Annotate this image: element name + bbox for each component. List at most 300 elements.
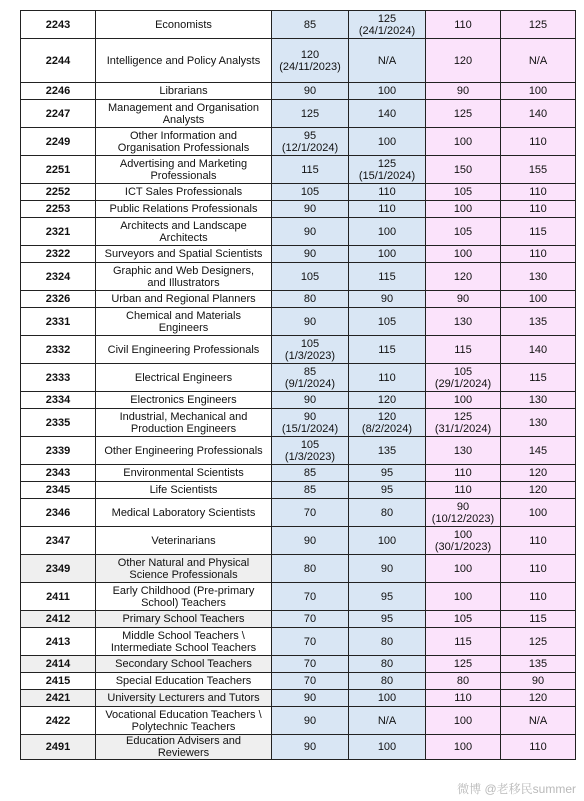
occupation-cell xyxy=(96,482,272,499)
table-body xyxy=(21,11,576,760)
score-col-1-cell xyxy=(272,690,349,707)
score-col-2-cell-line: 105 xyxy=(377,315,397,328)
score-col-4-cell-line: 125 xyxy=(528,18,548,31)
code-cell: 2411 xyxy=(21,583,96,611)
score-col-1-cell xyxy=(272,218,349,246)
score-col-3-cell xyxy=(426,555,501,583)
score-col-1-cell-line: 90 xyxy=(303,534,317,547)
score-col-2-cell xyxy=(349,628,426,656)
score-col-2-cell xyxy=(349,263,426,291)
score-col-3-cell-line: (29/1/2024) xyxy=(434,377,492,390)
score-col-1-cell-line: 80 xyxy=(303,293,317,305)
score-col-3-cell-line: 100 xyxy=(453,203,473,215)
score-col-4-cell-line: 115 xyxy=(529,613,547,625)
score-col-2-cell xyxy=(349,184,426,201)
score-col-2-cell-line: N/A xyxy=(377,54,397,67)
score-col-1-cell xyxy=(272,291,349,308)
occupation-cell-line: Electrical Engineers xyxy=(134,371,233,384)
score-col-1-cell-line: 90 xyxy=(303,394,317,406)
occupation-cell-line: Professionals xyxy=(150,169,217,182)
score-col-4-cell xyxy=(501,83,576,100)
score-col-1-cell xyxy=(272,128,349,156)
occupation-cell-line: Education Advisers and xyxy=(126,735,241,747)
code-cell: 2345 xyxy=(21,482,96,499)
occupation-cell xyxy=(96,499,272,527)
occupation-cell-line: School) Teachers xyxy=(141,596,226,609)
code-cell: 2491 xyxy=(21,735,96,760)
score-col-2-cell xyxy=(349,465,426,482)
score-col-4-cell xyxy=(501,308,576,336)
code-cell: 2326 xyxy=(21,291,96,308)
score-col-3-cell xyxy=(426,673,501,690)
table-row xyxy=(21,246,576,263)
score-col-4-cell-line: 155 xyxy=(528,163,548,176)
score-col-2-cell-line: 110 xyxy=(378,186,396,198)
score-col-4-cell-line: N/A xyxy=(528,54,548,67)
table-row xyxy=(21,690,576,707)
occupation-cell-line: Chemical and Materials xyxy=(126,309,241,322)
score-col-3-cell-line: 150 xyxy=(453,163,473,176)
score-col-4-cell xyxy=(501,291,576,308)
table-row xyxy=(21,482,576,499)
score-col-1-cell-line: 90 xyxy=(303,692,317,704)
occupation-cell xyxy=(96,184,272,201)
code-cell: 2334 xyxy=(21,392,96,409)
code-cell: 2249 xyxy=(21,128,96,156)
table-row xyxy=(21,218,576,246)
code-cell: 2244 xyxy=(21,39,96,83)
score-col-2-cell xyxy=(349,437,426,465)
score-col-3-cell xyxy=(426,308,501,336)
score-col-4-cell-line: 130 xyxy=(528,270,548,283)
score-col-4-cell xyxy=(501,611,576,628)
score-col-1-cell-line: 90 xyxy=(303,225,317,238)
code-cell: 2343 xyxy=(21,465,96,482)
occupation-cell xyxy=(96,263,272,291)
occupation-cell xyxy=(96,611,272,628)
score-col-3-cell-line: 130 xyxy=(453,315,473,328)
score-col-4-cell xyxy=(501,201,576,218)
score-col-1-cell-line: 85 xyxy=(303,18,317,31)
code-cell: 2324 xyxy=(21,263,96,291)
score-col-1-cell-line: 90 xyxy=(303,315,317,328)
score-col-1-cell-line: 120 xyxy=(300,48,320,61)
score-col-4-cell-line: 135 xyxy=(528,658,548,670)
occupation-cell-line: Economists xyxy=(155,18,212,31)
code-cell: 2243 xyxy=(21,11,96,39)
occupation-cell xyxy=(96,527,272,555)
score-col-2-cell xyxy=(349,308,426,336)
score-col-3-cell xyxy=(426,39,501,83)
score-col-3-cell-line: 90 xyxy=(456,293,470,305)
score-col-3-cell xyxy=(426,409,501,437)
occupation-cell xyxy=(96,656,272,673)
score-col-2-cell xyxy=(349,218,426,246)
score-col-4-cell xyxy=(501,392,576,409)
score-col-4-cell xyxy=(501,656,576,673)
code-cell: 2415 xyxy=(21,673,96,690)
score-col-3-cell xyxy=(426,611,501,628)
score-col-3-cell xyxy=(426,83,501,100)
score-col-3-cell-line: 130 xyxy=(453,444,473,457)
score-col-3-cell xyxy=(426,364,501,392)
score-col-4-cell-line: 120 xyxy=(528,484,548,496)
score-col-1-cell-line: 115 xyxy=(301,163,319,176)
code-cell: 2347 xyxy=(21,527,96,555)
score-col-2-cell-line: 115 xyxy=(378,343,396,356)
score-col-2-cell-line: 95 xyxy=(380,590,394,603)
score-col-1-cell xyxy=(272,499,349,527)
code-cell: 2421 xyxy=(21,690,96,707)
score-col-3-cell xyxy=(426,128,501,156)
score-col-4-cell-line: 110 xyxy=(529,203,547,215)
score-col-3-cell xyxy=(426,628,501,656)
score-col-3-cell xyxy=(426,184,501,201)
code-cell: 2332 xyxy=(21,336,96,364)
code-cell: 2331 xyxy=(21,308,96,336)
score-col-3-cell xyxy=(426,218,501,246)
score-col-4-cell-line: 110 xyxy=(529,186,547,198)
score-col-1-cell xyxy=(272,39,349,83)
score-col-2-cell xyxy=(349,246,426,263)
table-row xyxy=(21,707,576,735)
score-col-2-cell-line: 80 xyxy=(380,635,394,648)
table-row xyxy=(21,499,576,527)
table-row xyxy=(21,555,576,583)
score-col-3-cell-line: 100 xyxy=(453,394,473,406)
score-col-4-cell xyxy=(501,409,576,437)
score-col-4-cell xyxy=(501,156,576,184)
score-col-1-cell-line: 70 xyxy=(303,590,317,603)
score-col-4-cell xyxy=(501,707,576,735)
score-col-2-cell xyxy=(349,39,426,83)
score-col-3-cell xyxy=(426,482,501,499)
code-cell: 2346 xyxy=(21,499,96,527)
score-col-3-cell-line: 120 xyxy=(453,270,473,283)
occupation-cell-line: Polytechnic Teachers xyxy=(131,720,236,733)
occupation-cell xyxy=(96,673,272,690)
occupation-cell xyxy=(96,437,272,465)
score-col-4-cell-line: 110 xyxy=(529,135,547,148)
score-col-2-cell xyxy=(349,656,426,673)
table-row xyxy=(21,437,576,465)
score-col-1-cell xyxy=(272,437,349,465)
score-col-2-cell xyxy=(349,201,426,218)
score-col-3-cell xyxy=(426,11,501,39)
occupation-cell-line: Middle School Teachers \ xyxy=(122,629,245,642)
occupation-cell-line: Analysts xyxy=(162,113,205,126)
score-col-3-cell-line: 100 xyxy=(453,562,473,575)
occupation-cell xyxy=(96,39,272,83)
score-col-1-cell xyxy=(272,656,349,673)
code-cell: 2412 xyxy=(21,611,96,628)
score-col-3-cell xyxy=(426,246,501,263)
score-col-3-cell xyxy=(426,583,501,611)
score-col-1-cell-line: 95 xyxy=(303,129,317,142)
score-col-1-cell-line: (9/1/2024) xyxy=(284,377,336,390)
occupation-cell-line: Early Childhood (Pre-primary xyxy=(112,584,255,597)
score-col-2-cell-line: 135 xyxy=(377,444,397,457)
score-col-1-cell-line: 105 xyxy=(300,270,320,283)
score-col-1-cell-line: (1/3/2023) xyxy=(284,349,336,362)
score-col-4-cell-line: 110 xyxy=(529,590,547,603)
score-col-1-cell-line: 105 xyxy=(300,186,320,198)
score-col-1-cell-line: 70 xyxy=(303,675,317,687)
score-col-3-cell-line: 90 xyxy=(456,500,470,513)
score-col-3-cell-line: 110 xyxy=(454,484,472,496)
score-col-1-cell xyxy=(272,735,349,760)
code-cell: 2335 xyxy=(21,409,96,437)
table-row xyxy=(21,735,576,760)
score-col-4-cell-line: 125 xyxy=(528,635,548,648)
code-cell: 2247 xyxy=(21,100,96,128)
score-col-2-cell xyxy=(349,291,426,308)
score-col-2-cell-line: 100 xyxy=(377,135,397,148)
table-row xyxy=(21,611,576,628)
score-col-4-cell xyxy=(501,218,576,246)
score-col-2-cell-line: 125 xyxy=(377,157,397,170)
occupation-cell xyxy=(96,707,272,735)
score-col-2-cell-line: 140 xyxy=(377,107,397,120)
score-col-1-cell xyxy=(272,611,349,628)
table-row xyxy=(21,628,576,656)
table-row xyxy=(21,100,576,128)
score-col-4-cell xyxy=(501,39,576,83)
score-col-2-cell xyxy=(349,128,426,156)
score-col-1-cell xyxy=(272,83,349,100)
score-col-2-cell-line: N/A xyxy=(377,714,397,727)
occupation-cell-line: Other Engineering Professionals xyxy=(104,444,263,457)
score-col-3-cell-line: (10/12/2023) xyxy=(431,512,495,525)
occupation-cell xyxy=(96,218,272,246)
occupation-cell-line: Industrial, Mechanical and xyxy=(119,410,248,423)
occupation-cell-line: Production Engineers xyxy=(130,422,237,435)
score-col-4-cell xyxy=(501,583,576,611)
score-col-2-cell-line: 80 xyxy=(380,506,394,519)
score-col-3-cell xyxy=(426,156,501,184)
occupation-cell-line: Urban and Regional Planners xyxy=(111,293,256,305)
score-col-4-cell-line: 110 xyxy=(529,248,547,260)
occupation-cell-line: Intermediate School Teachers xyxy=(110,641,257,654)
score-col-2-cell-line: (15/1/2024) xyxy=(358,169,416,182)
score-col-3-cell xyxy=(426,527,501,555)
table-row xyxy=(21,83,576,100)
occupation-cell xyxy=(96,364,272,392)
score-col-1-cell-line: 90 xyxy=(303,714,317,727)
score-col-4-cell xyxy=(501,499,576,527)
score-col-3-cell-line: 120 xyxy=(453,54,473,67)
occupation-cell-line: Management and Organisation xyxy=(107,101,260,114)
score-col-4-cell-line: 120 xyxy=(528,467,548,479)
score-col-1-cell xyxy=(272,392,349,409)
score-col-4-cell-line: 140 xyxy=(528,107,548,120)
table-row xyxy=(21,336,576,364)
occupation-cell-line: Reviewers xyxy=(157,747,210,759)
score-col-4-cell-line: 140 xyxy=(528,343,548,356)
score-col-4-cell xyxy=(501,465,576,482)
score-col-4-cell-line: 145 xyxy=(528,444,548,457)
table-row xyxy=(21,184,576,201)
score-col-1-cell xyxy=(272,482,349,499)
table-row xyxy=(21,409,576,437)
score-col-4-cell xyxy=(501,11,576,39)
score-col-1-cell-line: 85 xyxy=(303,365,317,378)
code-cell: 2251 xyxy=(21,156,96,184)
score-col-2-cell-line: (24/1/2024) xyxy=(358,24,416,37)
occupation-cell-line: Organisation Professionals xyxy=(117,141,250,154)
score-col-1-cell-line: (24/11/2023) xyxy=(279,60,341,73)
score-col-1-cell xyxy=(272,673,349,690)
score-col-4-cell-line: 135 xyxy=(528,315,548,328)
score-col-3-cell-line: 110 xyxy=(454,18,472,31)
occupation-cell-line: Secondary School Teachers xyxy=(115,658,252,670)
score-col-1-cell xyxy=(272,336,349,364)
score-col-1-cell xyxy=(272,583,349,611)
score-col-2-cell xyxy=(349,364,426,392)
code-cell: 2333 xyxy=(21,364,96,392)
score-col-1-cell-line: 90 xyxy=(303,85,317,97)
occupation-cell xyxy=(96,409,272,437)
score-col-2-cell xyxy=(349,527,426,555)
score-col-3-cell-line: (30/1/2023) xyxy=(434,540,492,553)
score-col-1-cell-line: 85 xyxy=(303,467,317,479)
score-col-1-cell-line: 105 xyxy=(300,438,320,451)
score-col-1-cell-line: (15/1/2024) xyxy=(281,422,339,435)
score-col-3-cell-line: 100 xyxy=(453,714,473,727)
score-col-1-cell xyxy=(272,246,349,263)
score-col-2-cell-line: 115 xyxy=(378,270,396,283)
score-col-4-cell-line: N/A xyxy=(528,714,548,727)
code-cell: 2253 xyxy=(21,201,96,218)
score-col-1-cell-line: (12/1/2024) xyxy=(281,141,339,154)
score-col-2-cell-line: 125 xyxy=(377,12,397,25)
occupation-cell xyxy=(96,11,272,39)
score-col-2-cell xyxy=(349,690,426,707)
score-col-4-cell xyxy=(501,364,576,392)
score-col-4-cell xyxy=(501,184,576,201)
score-col-2-cell-line: 100 xyxy=(377,534,397,547)
score-col-2-cell-line: 120 xyxy=(377,410,397,423)
score-col-2-cell-line: 80 xyxy=(380,658,394,670)
occupation-cell xyxy=(96,128,272,156)
occupation-cell-line: Medical Laboratory Scientists xyxy=(111,506,256,519)
score-col-2-cell-line: 120 xyxy=(377,394,397,406)
score-col-4-cell xyxy=(501,336,576,364)
score-col-3-cell xyxy=(426,392,501,409)
score-col-4-cell xyxy=(501,628,576,656)
score-col-4-cell xyxy=(501,263,576,291)
score-col-3-cell-line: 125 xyxy=(453,658,473,670)
occupation-cell xyxy=(96,291,272,308)
score-col-3-cell-line: 90 xyxy=(456,85,470,97)
occupation-cell xyxy=(96,336,272,364)
occupation-cell xyxy=(96,201,272,218)
score-col-3-cell-line: 110 xyxy=(454,467,472,479)
table-row xyxy=(21,583,576,611)
score-col-4-cell-line: 120 xyxy=(528,692,548,704)
score-col-4-cell xyxy=(501,527,576,555)
occupation-cell-line: Intelligence and Policy Analysts xyxy=(106,54,261,67)
score-col-1-cell xyxy=(272,11,349,39)
code-cell: 2413 xyxy=(21,628,96,656)
score-col-2-cell-line: 95 xyxy=(380,484,394,496)
score-col-1-cell xyxy=(272,707,349,735)
score-col-3-cell-line: 100 xyxy=(453,135,473,148)
score-col-1-cell xyxy=(272,527,349,555)
score-col-4-cell-line: 115 xyxy=(529,371,547,384)
score-col-1-cell xyxy=(272,308,349,336)
occupation-cell-line: Other Information and xyxy=(129,129,237,142)
score-col-3-cell xyxy=(426,707,501,735)
score-col-2-cell xyxy=(349,83,426,100)
score-col-1-cell-line: 80 xyxy=(303,562,317,575)
score-col-3-cell xyxy=(426,336,501,364)
score-col-2-cell xyxy=(349,336,426,364)
score-col-4-cell xyxy=(501,482,576,499)
score-col-3-cell xyxy=(426,499,501,527)
score-col-3-cell xyxy=(426,100,501,128)
occupation-cell xyxy=(96,156,272,184)
score-col-3-cell-line: 100 xyxy=(453,590,473,603)
score-col-1-cell-line: 70 xyxy=(303,613,317,625)
occupation-cell xyxy=(96,83,272,100)
occupation-cell-line: Librarians xyxy=(159,85,208,97)
score-col-2-cell xyxy=(349,611,426,628)
occupation-cell xyxy=(96,246,272,263)
score-col-1-cell xyxy=(272,628,349,656)
score-col-2-cell-line: 100 xyxy=(377,85,397,97)
score-col-1-cell-line: 90 xyxy=(303,410,317,423)
score-col-1-cell-line: 85 xyxy=(303,484,317,496)
score-col-1-cell xyxy=(272,201,349,218)
score-col-2-cell xyxy=(349,499,426,527)
score-col-2-cell xyxy=(349,735,426,760)
table-row xyxy=(21,673,576,690)
code-cell: 2414 xyxy=(21,656,96,673)
score-col-3-cell xyxy=(426,201,501,218)
score-col-1-cell xyxy=(272,263,349,291)
score-col-3-cell xyxy=(426,291,501,308)
occupation-cell-line: Architects and Landscape xyxy=(120,219,247,232)
score-col-1-cell-line: 70 xyxy=(303,635,317,648)
score-col-3-cell-line: 115 xyxy=(454,343,472,356)
score-col-4-cell-line: 100 xyxy=(528,85,548,97)
occupation-cell xyxy=(96,690,272,707)
score-col-1-cell xyxy=(272,364,349,392)
score-col-3-cell-line: 105 xyxy=(453,613,473,625)
occupation-cell-line: Public Relations Professionals xyxy=(109,203,258,215)
score-col-4-cell xyxy=(501,100,576,128)
score-col-3-cell-line: 125 xyxy=(453,410,473,423)
table-row xyxy=(21,201,576,218)
score-col-3-cell-line: 105 xyxy=(453,186,473,198)
score-col-2-cell xyxy=(349,156,426,184)
score-col-3-cell-line: 100 xyxy=(453,248,473,260)
score-col-3-cell-line: (31/1/2024) xyxy=(434,422,492,435)
occupation-cell-line: Surveyors and Spatial Scientists xyxy=(104,248,263,260)
score-col-4-cell xyxy=(501,437,576,465)
table-row xyxy=(21,465,576,482)
score-col-2-cell-line: 110 xyxy=(378,371,396,384)
score-col-3-cell-line: 110 xyxy=(454,692,472,704)
occupation-cell xyxy=(96,628,272,656)
table-row xyxy=(21,39,576,83)
occupation-cell-line: Civil Engineering Professionals xyxy=(107,343,260,356)
score-col-2-cell-line: 90 xyxy=(380,293,394,305)
occupation-cell-line: Other Natural and Physical xyxy=(117,556,250,569)
score-col-4-cell-line: 100 xyxy=(528,506,548,519)
occupation-cell-line: Advertising and Marketing xyxy=(119,157,248,170)
